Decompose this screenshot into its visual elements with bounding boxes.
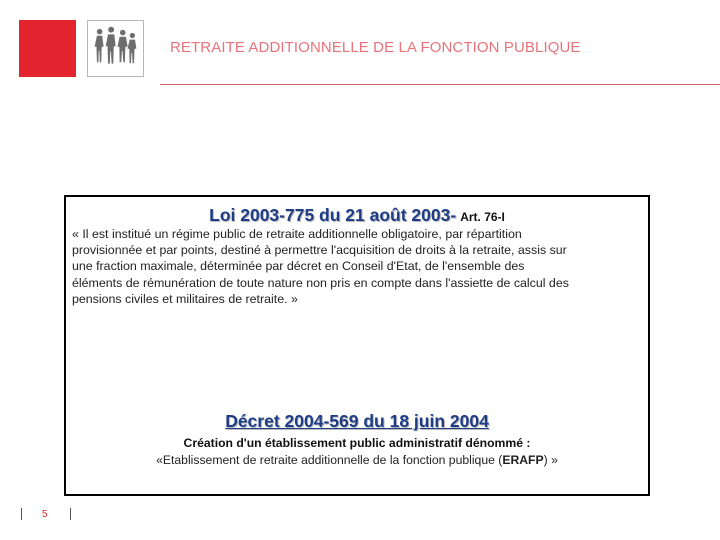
- page-number: 5: [42, 509, 48, 520]
- decree-subtitle: Création d'un établissement public administratif dénommé :: [183, 436, 531, 450]
- law-text: [72, 226, 646, 307]
- content-box: [64, 195, 650, 496]
- law-text-line: « Il est institué un régime public de retraite additionnelle obligatoire, par répartition: [72, 227, 522, 241]
- law-article: Art. 76-I: [460, 210, 505, 224]
- law-heading: [66, 205, 648, 226]
- law-text-line: éléments de rémunération de toute nature non pris en compte dans l'assiette de calcul des: [72, 275, 569, 290]
- people-icon: [87, 20, 144, 77]
- law-text-line: provisionnée et par points, destiné à permettre l'acquisition de droits à la retraite, assis sur: [72, 243, 567, 258]
- footer-divider-right: [70, 508, 71, 520]
- decree-establishment-name: [66, 453, 648, 467]
- law-title: Loi 2003-775 du 21 août 2003-: [209, 205, 457, 225]
- page-title: RETRAITE ADDITIONNELLE DE LA FONCTION PUBLIQUE: [170, 39, 581, 56]
- law-text-line: pensions civiles et militaires de retraite. »: [72, 291, 298, 306]
- decree-title: Décret 2004-569 du 18 juin 2004: [225, 411, 489, 431]
- brand-red-square: [19, 20, 76, 77]
- header-divider: [160, 84, 720, 85]
- decree-name-before: «Etablissement de retraite additionnelle de la fonction publique (: [156, 453, 503, 467]
- decree-name-after: ) »: [543, 453, 558, 467]
- footer-divider-left: [21, 508, 22, 520]
- decree-acronym: ERAFP: [502, 453, 544, 467]
- law-text-line: une fraction maximale, déterminée par décret en Conseil d'Etat, de l'ensemble des: [72, 259, 525, 274]
